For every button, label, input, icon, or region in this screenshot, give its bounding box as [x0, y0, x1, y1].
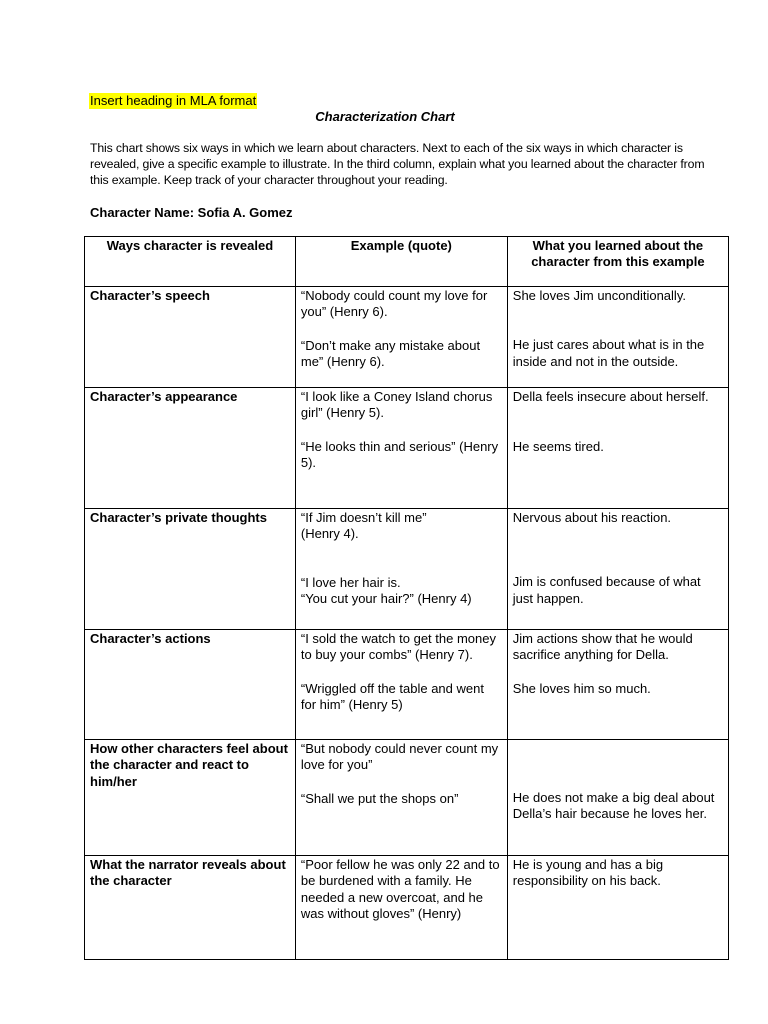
table-row [85, 388, 729, 509]
intro-paragraph [90, 140, 705, 188]
learned-text: He is young and has a big responsibility on his back. [512, 857, 664, 889]
example-quote: “Wriggled off the table and went for him” (Henry 5) [300, 680, 484, 712]
learned-text: Jim is confused because of what just happen. [512, 574, 701, 606]
row-label: How other characters feel about the character and react to him/her [85, 740, 296, 856]
learned-text: He seems tired. [512, 439, 604, 455]
table-row [85, 630, 729, 740]
example-cell [295, 509, 507, 630]
learned-cell [507, 388, 728, 509]
row-label: Character’s appearance [85, 388, 296, 509]
example-quote: “Nobody could count my love for you” (Henry 6). [300, 288, 488, 320]
intro-line: this example. Keep track of your character throughout your reading. [90, 173, 448, 187]
learned-text: She loves him so much. [512, 680, 651, 696]
table-row [85, 509, 729, 630]
learned-text: Jim actions show that he would sacrifice anything for Della. [512, 631, 693, 663]
example-quote: “He looks thin and serious” (Henry 5). [300, 438, 499, 470]
example-quote: “Poor fellow he was only 22 and to be burdened with a family. He needed a new overcoat, and he was without gloves” (Henry) [300, 857, 500, 921]
example-quote: “If Jim doesn’t kill me” (Henry 4). [300, 510, 427, 542]
column-header-ways: Ways character is revealed [85, 237, 296, 287]
example-quote: “But nobody could never count my love for you” [300, 741, 499, 773]
example-cell [295, 388, 507, 509]
table-row [85, 856, 729, 960]
learned-cell [507, 287, 728, 388]
mla-heading-note: Insert heading in MLA format [90, 93, 257, 108]
example-cell [295, 287, 507, 388]
learned-cell [507, 630, 728, 740]
learned-text: She loves Jim unconditionally. [512, 288, 686, 303]
learned-cell [507, 740, 728, 856]
example-quote: “Don’t make any mistake about me” (Henry 6). [300, 337, 481, 369]
learned-text: Nervous about his reaction. [512, 510, 672, 525]
learned-cell [507, 509, 728, 630]
example-quote: “Shall we put the shops on” [300, 790, 459, 806]
row-label: Character’s actions [85, 630, 296, 740]
intro-line: revealed, give a specific example to illustrate. In the third column, explain what you learned about the character from [90, 157, 705, 171]
learned-text: Della feels insecure about herself. [512, 389, 709, 404]
example-cell [295, 740, 507, 856]
column-header-example: Example (quote) [295, 237, 507, 287]
example-cell [295, 630, 507, 740]
example-quote: “I sold the watch to get the money to buy your combs” (Henry 7). [300, 631, 496, 663]
row-label: Character’s private thoughts [85, 509, 296, 630]
characterization-table [84, 236, 729, 960]
table-header-row [85, 237, 729, 287]
character-name: Character Name: Sofia A. Gomez [90, 205, 293, 220]
table-row [85, 740, 729, 856]
row-label: What the narrator reveals about the character [85, 856, 296, 960]
column-header-learned: What you learned about the character from this example [507, 237, 728, 287]
page-title: Characterization Chart [315, 109, 455, 124]
table-row [85, 287, 729, 388]
learned-text: He just cares about what is in the inside and not in the outside. [512, 337, 705, 369]
row-label: Character’s speech [85, 287, 296, 388]
example-quote: “I look like a Coney Island chorus girl” (Henry 5). [300, 389, 493, 421]
learned-cell [507, 856, 728, 960]
example-quote: “I love her hair is. [300, 574, 401, 590]
intro-line: This chart shows six ways in which we learn about characters. Next to each of the six ways in which character is [90, 141, 683, 155]
example-quote: “You cut your hair?” (Henry 4) [300, 590, 472, 606]
example-cell [295, 856, 507, 960]
learned-text: He does not make a big deal about Della’s hair because he loves her. [512, 790, 715, 822]
